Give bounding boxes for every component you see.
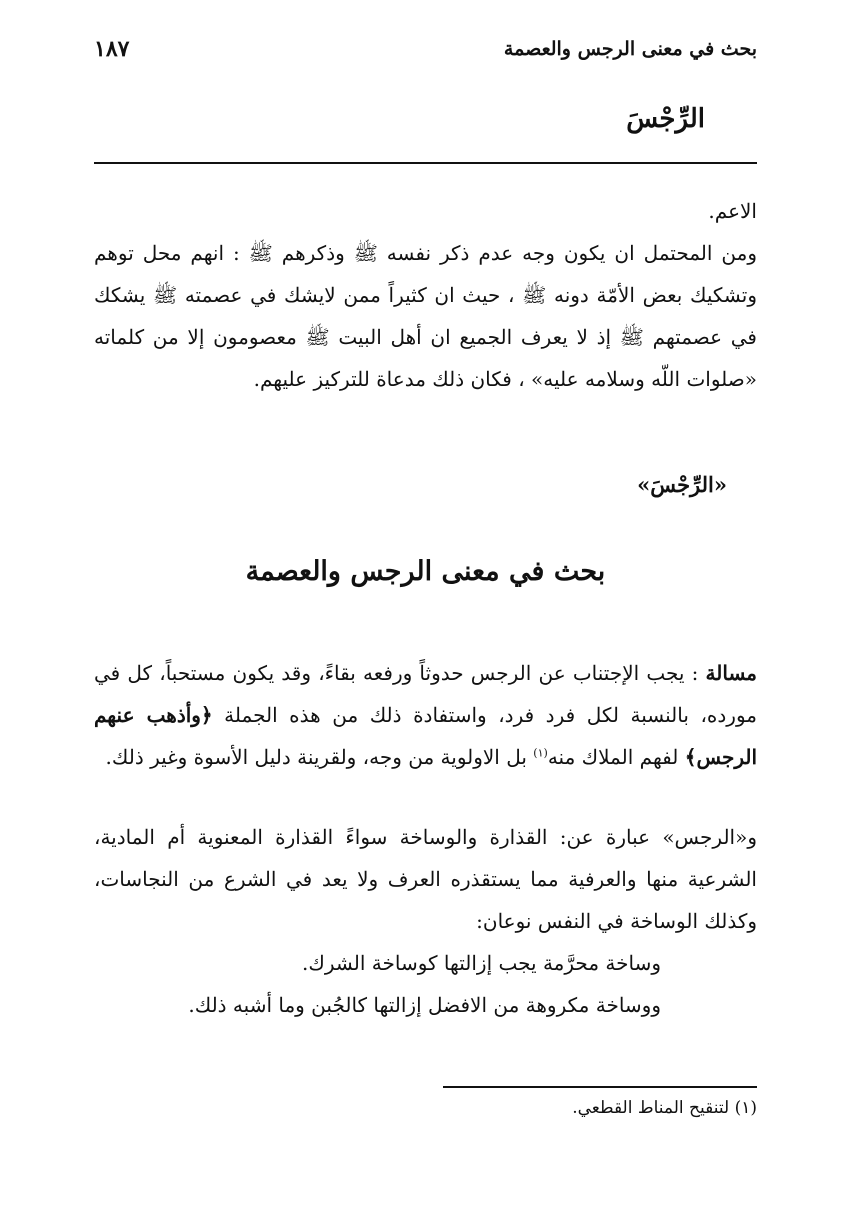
definition-section <box>94 816 757 1026</box>
issue-text: : يجب الإجتناب عن الرجس حدوثاً ورفعه بقاءً، وقد يكون مستحباً، كل في مورده، بالنسبة لكل فرد فرد، واستفادة ذلك من هذه الجملة <box>94 661 757 727</box>
header-divider <box>94 162 757 164</box>
paragraph: ومن المحتمل ان يكون وجه عدم ذكر نفسه ﷺ وذكرهم ﷺ : انهم محل توهم وتشكيك بعض الأمّة دونه ﷺ ، حيث ان كثيراً ممن لايشك في عصمته ﷺ يشكك في عصمتهم ﷺ إذ لا يعرف الجميع ان أهل البيت ﷺ معصومون إلا من كلماته «صلوات اللّه وسلامه عليه» ، فكان ذلك مدعاة للتركيز عليهم. <box>94 241 757 391</box>
paragraph: و«الرجس» عبارة عن: القذارة والوساخة سواءً القذارة المعنوية أم المادية، الشرعية منها والعرفية مما يستقذره العرف ولا يعد في الشرع من النجاسات، وكذلك الوساخة في النفس نوعان: <box>94 825 757 933</box>
intro-text <box>94 190 757 400</box>
page-number: ١٨٧ <box>94 36 130 62</box>
quran-quote: ﴿وأذهب عنهم الرجس﴾ <box>94 703 757 769</box>
footnote: (١) لتنقيح المناط القطعي. <box>572 1098 757 1118</box>
running-header <box>94 36 757 66</box>
running-title: بحث في معنى الرجس والعصمة <box>503 38 757 60</box>
chapter-heading: بحث في معنى الرجس والعصمة <box>245 556 606 587</box>
list-item: ووساخة مكروهة من الافضل إزالتها كالجُبن وما أشبه ذلك. <box>188 993 661 1017</box>
footnote-reference: (١) <box>533 746 548 760</box>
footnote-divider <box>443 1086 757 1088</box>
paragraph <box>94 652 757 778</box>
issue-text-continued: لفهم الملاك منه <box>547 745 685 769</box>
side-heading: «الرِّجْسَ» <box>637 472 727 497</box>
issue-label: مسالة <box>705 661 757 685</box>
issue-section <box>94 652 757 778</box>
section-label: الرِّجْسَ <box>626 104 705 134</box>
issue-text-end: بل الاولوية من وجه، ولقرينة دليل الأسوة وغير ذلك. <box>105 745 534 769</box>
paragraph: الاعم. <box>708 199 757 223</box>
list-item: وساخة محرَّمة يجب إزالتها كوساخة الشرك. <box>302 951 661 975</box>
